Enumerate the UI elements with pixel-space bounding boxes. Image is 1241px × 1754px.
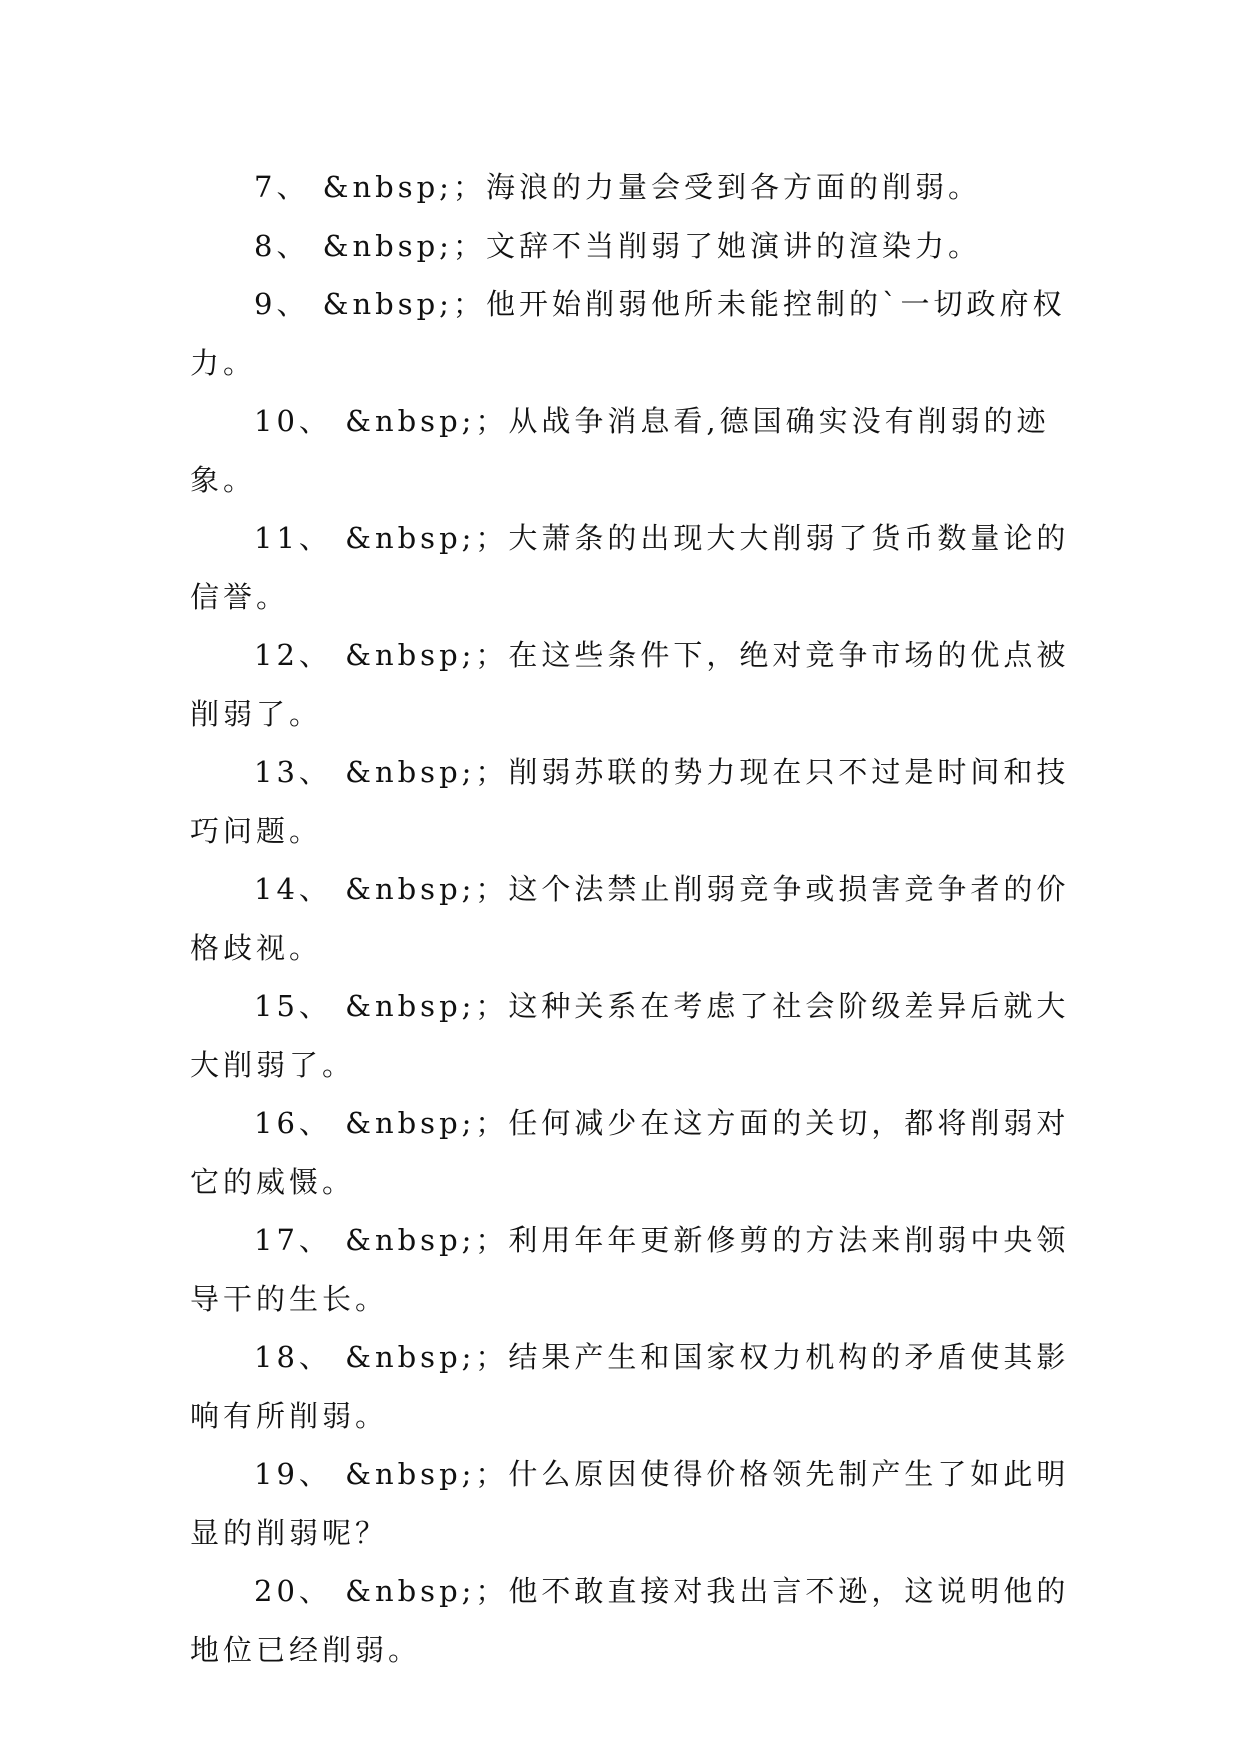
item-entity: &nbsp; [345, 1457, 476, 1491]
item-text: 削弱苏联的势力现在只不过是时间和技巧问题。 [190, 755, 1070, 848]
list-item: 9、 &nbsp;；他开始削弱他所未能控制的`一切政府权力。 [190, 287, 1066, 380]
list-item: 12、 &nbsp;；在这些条件下，绝对竞争市场的优点被削弱了。 [190, 638, 1070, 731]
item-entity: &nbsp; [345, 521, 476, 555]
item-entity: &nbsp; [345, 1574, 476, 1608]
item-entity: &nbsp; [345, 404, 476, 438]
item-number: 18、 [254, 1340, 332, 1374]
item-entity: &nbsp; [322, 228, 453, 263]
item-text: 他不敢直接对我出言不逊，这说明他的地位已经削弱。 [190, 1574, 1070, 1667]
item-entity: &nbsp; [345, 638, 476, 672]
item-number: 7、 [254, 170, 310, 204]
item-entity: &nbsp; [345, 989, 476, 1023]
item-text: 任何减少在这方面的关切，都将削弱对它的威慑。 [190, 1106, 1070, 1199]
item-number: 10、 [254, 404, 332, 438]
item-number: 14、 [254, 872, 332, 906]
item-number: 19、 [254, 1457, 332, 1491]
item-entity: &nbsp; [345, 1340, 476, 1374]
item-number: 17、 [254, 1223, 332, 1257]
list-item: 19、 &nbsp;；什么原因使得价格领先制产生了如此明显的削弱呢？ [190, 1457, 1070, 1550]
item-text: 文辞不当削弱了她演讲的渲染力。 [485, 228, 981, 263]
list-item: 15、 &nbsp;；这种关系在考虑了社会阶级差异后就大大削弱了。 [190, 989, 1070, 1082]
list-item: 14、 &nbsp;；这个法禁止削弱竞争或损害竞争者的价格歧视。 [190, 872, 1070, 965]
item-text: 大萧条的出现大大削弱了货币数量论的信誉。 [190, 521, 1070, 614]
list-item: 20、 &nbsp;；他不敢直接对我出言不逊，这说明他的地位已经削弱。 [190, 1574, 1070, 1667]
item-text: 什么原因使得价格领先制产生了如此明显的削弱呢？ [190, 1457, 1070, 1550]
item-number: 12、 [254, 638, 332, 672]
item-number: 15、 [254, 989, 332, 1023]
item-entity: &nbsp; [322, 170, 453, 204]
item-text: 利用年年更新修剪的方法来削弱中央领导干的生长。 [190, 1223, 1070, 1316]
item-entity: &nbsp; [345, 755, 476, 789]
list-item: 7、 &nbsp;；海浪的力量会受到各方面的削弱。 [254, 170, 981, 204]
list-item: 10、 &nbsp;；从战争消息看,德国确实没有削弱的迹象。 [190, 404, 1050, 497]
item-text: 从战争消息看,德国确实没有削弱的迹象。 [190, 404, 1050, 497]
item-text: 在这些条件下，绝对竞争市场的优点被削弱了。 [190, 638, 1070, 731]
list-item: 18、 &nbsp;；结果产生和国家权力机构的矛盾使其影响有所削弱。 [190, 1340, 1070, 1433]
item-text: 这个法禁止削弱竞争或损害竞争者的价格歧视。 [190, 872, 1070, 965]
item-number: 8、 [254, 228, 310, 263]
item-entity: &nbsp; [322, 287, 453, 321]
item-number: 13、 [254, 755, 332, 789]
list-item: 13、 &nbsp;；削弱苏联的势力现在只不过是时间和技巧问题。 [190, 755, 1070, 848]
item-text: 海浪的力量会受到各方面的削弱。 [485, 170, 981, 204]
list-item: 17、 &nbsp;；利用年年更新修剪的方法来削弱中央领导干的生长。 [190, 1223, 1070, 1316]
item-number: 16、 [254, 1106, 332, 1140]
item-number: 9、 [254, 287, 310, 321]
item-number: 11、 [254, 521, 332, 555]
item-text: 这种关系在考虑了社会阶级差异后就大大削弱了。 [190, 989, 1070, 1082]
document-body [190, 158, 1070, 1679]
item-text: 他开始削弱他所未能控制的`一切政府权力。 [190, 287, 1066, 380]
list-item: 11、 &nbsp;；大萧条的出现大大削弱了货币数量论的信誉。 [190, 521, 1070, 614]
list-item: 8、 &nbsp;；文辞不当削弱了她演讲的渲染力。 [254, 228, 981, 263]
item-entity: &nbsp; [345, 1106, 476, 1140]
item-entity: &nbsp; [345, 1223, 476, 1257]
item-entity: &nbsp; [345, 872, 476, 906]
list-item: 16、 &nbsp;；任何减少在这方面的关切，都将削弱对它的威慑。 [190, 1106, 1070, 1199]
item-number: 20、 [254, 1574, 332, 1608]
item-text: 结果产生和国家权力机构的矛盾使其影响有所削弱。 [190, 1340, 1070, 1433]
